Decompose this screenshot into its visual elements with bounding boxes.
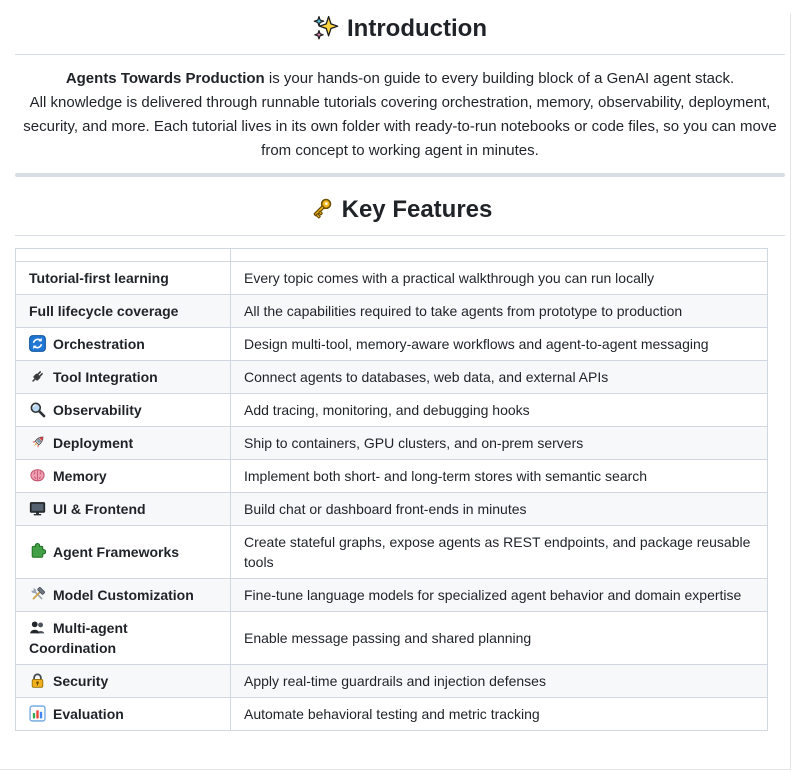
- feature-cell: [16, 328, 231, 361]
- table-row: [16, 361, 768, 394]
- magnifier-icon: [29, 401, 46, 418]
- window-edge-right: [790, 14, 791, 770]
- feature-label: Memory: [53, 468, 107, 484]
- monitor-icon: [29, 500, 46, 517]
- features-table-body: [16, 262, 768, 731]
- feature-label: Full lifecycle coverage: [29, 303, 179, 319]
- intro-lead-rest: is your hands-on guide to every building block of a GenAI agent stack.: [264, 70, 735, 87]
- readme-page: [0, 14, 800, 731]
- feature-description: Design multi-tool, memory-aware workflows and agent-to-agent messaging: [231, 328, 768, 361]
- table-row: [16, 698, 768, 731]
- feature-cell: [16, 526, 231, 579]
- intro-heading: [15, 14, 785, 55]
- section-divider: [15, 173, 785, 177]
- table-row: [16, 460, 768, 493]
- feature-description: Apply real-time guardrails and injection defenses: [231, 665, 768, 698]
- feature-column-header: [16, 249, 231, 262]
- feature-label: Agent Frameworks: [53, 544, 180, 560]
- feature-cell: [16, 427, 231, 460]
- key-icon: [308, 196, 334, 222]
- feature-label: UI & Frontend: [53, 501, 146, 517]
- intro-heading-text: Introduction: [347, 15, 487, 42]
- table-row: [16, 262, 768, 295]
- window-edge-bottom: [0, 769, 791, 770]
- table-header-row: [16, 249, 768, 262]
- table-row: [16, 328, 768, 361]
- feature-label: Multi-agent Coordination: [29, 620, 128, 656]
- feature-cell: [16, 493, 231, 526]
- features-table: [15, 248, 768, 731]
- feature-description: Implement both short- and long-term stores with semantic search: [231, 460, 768, 493]
- table-row: [16, 579, 768, 612]
- intro-body-text: All knowledge is delivered through runnable tutorials covering orchestration, memory, observability, deployment, security, and more. Each tutorial lives in its own folder with ready-to-run notebooks or code files, so you can move from concept to working agent in minutes.: [23, 94, 777, 159]
- feature-label: Tutorial-first learning: [29, 270, 169, 286]
- feature-description: Every topic comes with a practical walkthrough you can run locally: [231, 262, 768, 295]
- feature-label: Tool Integration: [53, 369, 158, 385]
- features-heading: [15, 195, 785, 236]
- feature-description: Enable message passing and shared planning: [231, 612, 768, 665]
- table-row: [16, 665, 768, 698]
- feature-description: Create stateful graphs, expose agents as REST endpoints, and package reusable tools: [231, 526, 768, 579]
- features-heading-text: Key Features: [341, 196, 493, 223]
- feature-cell: [16, 612, 231, 665]
- table-row: [16, 612, 768, 665]
- feature-description: Ship to containers, GPU clusters, and on-prem servers: [231, 427, 768, 460]
- feature-description: Fine-tune language models for specialized agent behavior and domain expertise: [231, 579, 768, 612]
- feature-cell: [16, 262, 231, 295]
- feature-label: Orchestration: [53, 336, 145, 352]
- table-row: [16, 295, 768, 328]
- table-row: [16, 493, 768, 526]
- rocket-icon: [29, 434, 46, 451]
- feature-label: Evaluation: [53, 706, 124, 722]
- sparkles-icon: [313, 15, 339, 41]
- table-row: [16, 394, 768, 427]
- sync-icon: [29, 335, 46, 352]
- tools-icon: [29, 586, 46, 603]
- intro-lead-bold: Agents Towards Production: [65, 70, 265, 87]
- feature-cell: [16, 698, 231, 731]
- feature-label: Security: [53, 673, 109, 689]
- feature-cell: [16, 665, 231, 698]
- feature-description: Automate behavioral testing and metric tracking: [231, 698, 768, 731]
- feature-cell: [16, 579, 231, 612]
- description-column-header: [231, 249, 768, 262]
- feature-label: Model Customization: [53, 587, 194, 603]
- table-row: [16, 427, 768, 460]
- feature-cell: [16, 394, 231, 427]
- feature-description: All the capabilities required to take agents from prototype to production: [231, 295, 768, 328]
- chart-icon: [29, 705, 46, 722]
- feature-description: Build chat or dashboard front-ends in minutes: [231, 493, 768, 526]
- feature-label: Observability: [53, 402, 142, 418]
- brain-icon: [29, 467, 46, 484]
- feature-label: Deployment: [53, 435, 134, 451]
- lock-icon: [29, 672, 46, 689]
- feature-description: Connect agents to databases, web data, and external APIs: [231, 361, 768, 394]
- puzzle-icon: [29, 543, 46, 560]
- plug-icon: [29, 368, 46, 385]
- feature-cell: [16, 295, 231, 328]
- feature-cell: [16, 361, 231, 394]
- people-icon: [29, 619, 46, 636]
- table-row: [16, 526, 768, 579]
- feature-cell: [16, 460, 231, 493]
- feature-description: Add tracing, monitoring, and debugging hooks: [231, 394, 768, 427]
- intro-paragraph: [23, 67, 777, 163]
